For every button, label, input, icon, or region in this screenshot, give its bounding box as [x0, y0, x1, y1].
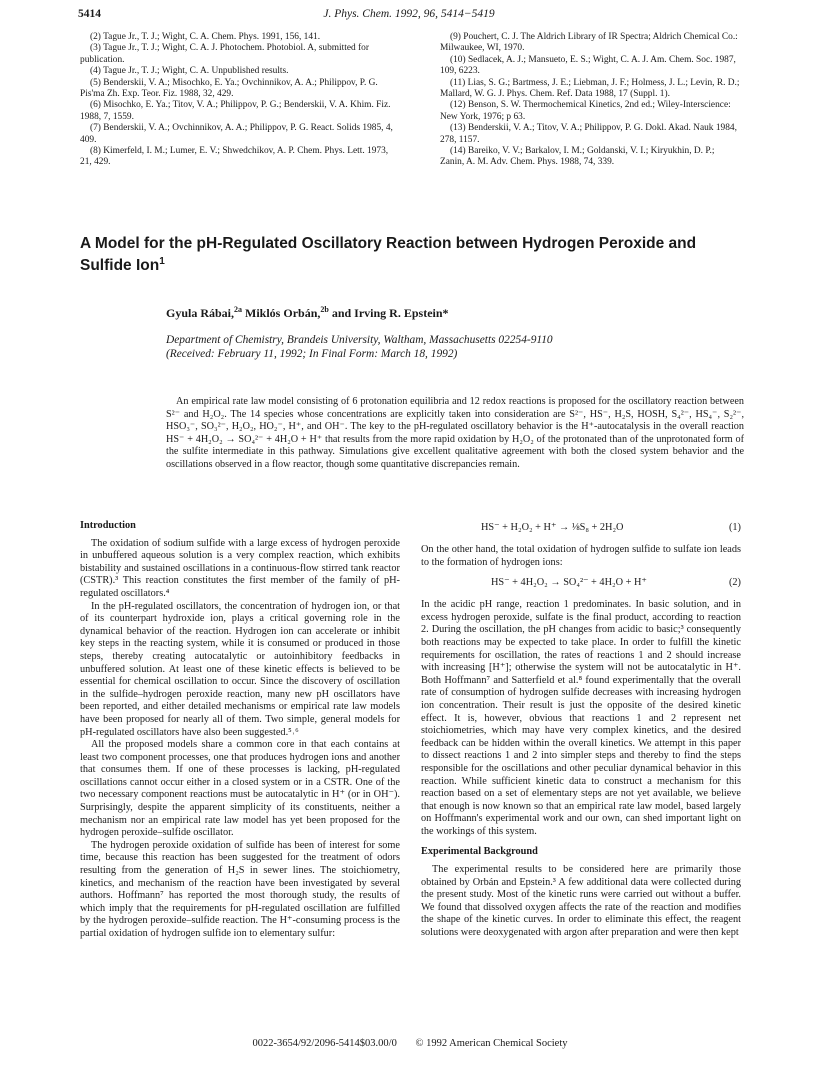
author-footnote-marker: 2b [320, 305, 329, 314]
author-name: Miklós Orbán, [245, 306, 321, 320]
article-title-text: A Model for the pH-Regulated Oscillatory Reaction between Hydrogen Peroxide and Sulfide Ion [80, 235, 697, 274]
references-right [440, 32, 740, 169]
equation-2 [421, 575, 741, 593]
author-footnote-marker: 2a [234, 305, 243, 314]
reference-item: (9) Pouchert, C. J. The Aldrich Library of IR Spectra; Aldrich Chemical Co.: Milwaukee, WI, 1970. [440, 32, 738, 54]
equation-text: HS⁻ + H₂O₂ + H⁺ → ⅛S₈ + 2H₂O [481, 522, 624, 533]
abstract-text: An empirical rate law model consisting of 6 protonation equilibria and 12 redox reactions is proposed for the oscillatory reaction between S²⁻ and H₂O₂. The 14 species whose concentrations are explicitly taken into consideration are S²⁻, HS⁻, H₂S, HOSH, S₄²⁻, HS₄⁻, S₂²⁻, HSO₃⁻, SO₃²⁻, H₂O₂, HO₂⁻, H⁺, and OH⁻. The key to the pH-regulated oscillatory behavior is the H⁺-autocatalysis in the overall reaction HS⁻ + 4H₂O₂ → SO₄²⁻ + 4H₂O + H⁺ that results from the more rapid oxidation by H₂O₂ of the protonated than of the unprotonated form of the sulfite intermediate in this pathway. Simulations give excellent qualitative agreement with both the closed system behavior and the oscillations observed in a flow reactor, though some quantitative discrepancies remain. [166, 396, 744, 470]
body-paragraph: All the proposed models share a common core in that each contains at least two component processes, one that produces hydrogen ions and another that consumes them. If one of these processes is lacking, pH-regulated oscillations cannot occur either in a closed system or in a CSTR. One of the two necessary component reactions must be autocatalytic in H⁺ (or in OH⁻). Surprisingly, despite the apparent simplicity of its constituents, neither a mechanism nor an empirical rate law model has yet been proposed for the hydrogen peroxide–sulfide oscillator. [80, 739, 400, 839]
equation-number: (2) [728, 577, 741, 589]
body-paragraph: The experimental results to be considered here are primarily those obtained by Orbán and Epstein.³ A few additional data were collected during the present study. Most of the kinetic runs were carried out without a buffer. We found that dissolved oxygen affects the rate of the reaction and modifies the shape of the kinetic curves. In order to eliminate this effect, the reagent solutions were deoxygenated with argon after preparation and were then kept [421, 864, 741, 939]
body-column-left [80, 520, 400, 941]
page-number: 5414 [78, 8, 101, 20]
reference-item: (2) Tague Jr., T. J.; Wight, C. A. Chem. Phys. 1991, 156, 141. [90, 32, 321, 42]
reference-item: (11) Lias, S. G.; Bartmess, J. E.; Liebman, J. F.; Holmess, J. L.; Levin, R. D.; Mallard, W. G. J. Phys. Chem. Ref. Data 1988, 17 (Suppl. 1). [440, 77, 740, 100]
equation-1 [421, 520, 741, 538]
reference-item: (4) Tague Jr., T. J.; Wight, C. A. Unpublished results. [90, 66, 289, 77]
reference-item: (3) Tague Jr., T. J.; Wight, C. A. J. Photochem. Photobiol. A, submitted for publication. [80, 43, 369, 65]
reference-item: (14) Bareiko, V. V.; Barkalov, I. M.; Goldanski, V. I.; Kiryukhin, D. P.; Zanin, A. M. Adv. Chem. Phys. 1988, 74, 339. [440, 146, 715, 168]
author-list [166, 306, 746, 321]
reference-item: (5) Benderskii, V. A.; Misochko, E. Ya.; Ovchinnikov, A. A.; Philippov, P. G. Pis'ma Zh. Exp. Teor. Fiz. 1988, 32, 429. [80, 77, 378, 100]
body-column-right [421, 520, 741, 940]
body-paragraph: The oxidation of sodium sulfide with a large excess of hydrogen peroxide in unbuffered aqueous solution is a very complex reaction, which exhibits bistability and sustained oscillations in a continuous-flow stirred tank reactor (CSTR).³ This reaction constitutes the first member of the family of pH-regulated oscillators.⁴ [80, 537, 400, 599]
running-header [78, 8, 740, 26]
journal-citation: J. Phys. Chem. 1992, 96, 5414−5419 [323, 8, 495, 20]
equation-text: HS⁻ + 4H₂O₂ → SO₄²⁻ + 4H₂O + H⁺ [491, 577, 647, 589]
body-paragraph: In the acidic pH range, reaction 1 predominates. In basic solution, and in excess hydrogen peroxide, sulfate is the final product, according to reaction 2. During the oscillation, the pH changes from acidic to basic;³ consequently both reactions may be expected to take place. In order to fulfill the kinetic requirements for oscillation, the rates of reactions 1 and 2 should increase with increasing [H⁺]; otherwise the system will not be autocatalytic in H⁺. Both Hoffmann⁷ and Satterfield et al.⁸ found experimentally that the overall rate of consumption of hydrogen sulfide decreases with increasing hydrogen ion concentration. Their result is just the opposite of the desired kinetic effect. It is, however, obvious that reactions 1 and 2 represent net stoichiometries, which may have very complex kinetics, and the desired feedback can be hidden within the overall kinetics. We attempt in this paper to dissect reactions 1 and 2 into simpler steps and thereby to find the steps responsible for the oscillations and other peculiar dynamical behavior in this reaction. While sufficient kinetic data to construct a mechanism for this reaction based on a set of elementary steps are not yet available, we believe that enough is now known so that an empirical rate law model, based largely on Hoffmann's experimental work and our own, can shed important light on the workings of this system. [421, 599, 741, 837]
article-code: 0022-3654/92/2096-5414$03.00/0 [252, 1038, 397, 1049]
received-dates: (Received: February 11, 1992; In Final Form: March 18, 1992) [166, 348, 458, 360]
article-title [80, 233, 740, 277]
equation-number: (1) [728, 522, 741, 533]
section-heading: Introduction [80, 520, 136, 531]
copyright: © 1992 American Chemical Society [415, 1038, 568, 1049]
reference-item: (10) Sedlacek, A. J.; Mansueto, E. S.; Wight, C. A. J. Am. Chem. Soc. 1987, 109, 6223. [440, 54, 736, 77]
reference-item: (13) Benderskii, V. A.; Titov, V. A.; Philippov, P. G. Dokl. Akad. Nauk 1984, 278, 1157. [440, 123, 737, 145]
body-paragraph: In the pH-regulated oscillators, the concentration of hydrogen ion, or that of its counterpart hydroxide ion, plays a critical governing role in the dynamical behavior of the reaction. Hydrogen ion can accelerate or inhibit key steps in the reacting system, while it is consumed or produced in those steps, thereby creating autocatalytic or autoinhibitory feedbacks in unbuffered solution. At least one of these kinetic effects is believed to be essential for chemical oscillation to occur. Since the discovery of oscillation in the sulfide–hydrogen peroxide reaction, many new pH oscillators have been reported, and either detailed mechanisms or empirical rate law models have been proposed for nearly all of them. Two simple, general models for pH-regulated oscillators have also been suggested.⁵˒⁶ [80, 600, 400, 738]
reference-item: (6) Misochko, E. Ya.; Titov, V. A.; Philippov, P. G.; Benderskii, V. A. Khim. Fiz. 1988, 7, 1559. [80, 100, 391, 122]
reference-item: (7) Benderskii, V. A.; Ovchinnikov, A. A.; Philippov, P. G. React. Solids 1985, 4, 409. [80, 123, 393, 145]
reference-item: (12) Benson, S. W. Thermochemical Kinetics, 2nd ed.; Wiley-Interscience: New York, 1976; p 63. [440, 100, 731, 122]
section-gap [421, 838, 741, 846]
body-paragraph: On the other hand, the total oxidation of hydrogen sulfide to sulfate ion leads to the formation of hydrogen ions: [421, 544, 741, 568]
author-name: Gyula Rábai, [166, 306, 235, 320]
references-left [80, 32, 400, 169]
section-heading: Experimental Background [421, 846, 538, 858]
reference-item: (8) Kimerfeld, I. M.; Lumer, E. V.; Shwedchikov, A. P. Chem. Phys. Lett. 1973, 21, 429. [80, 146, 389, 168]
affiliation: Department of Chemistry, Brandeis University, Waltham, Massachusetts 02254-9110 [166, 334, 553, 346]
author-name: and Irving R. Epstein* [331, 306, 449, 320]
page-footer [80, 1038, 740, 1049]
title-footnote-marker: 1 [159, 255, 165, 267]
abstract [166, 396, 744, 472]
body-paragraph: The hydrogen peroxide oxidation of sulfide has been of interest for some time, because this reaction has been suggested for the treatment of odors resulting from the generation of H₂S in sewer lines. The stoichiometry, kinetics, and mechanism of the reaction have been investigated by several authors. Hoffmann⁷ has reported the most thorough study, the results of which imply that the requirements for pH-regulated oscillation are fulfilled by the hydrogen peroxide–sulfide reaction. The H⁺-consuming process is the partial oxidation of hydrogen sulfide ion to elementary sulfur: [80, 839, 400, 939]
